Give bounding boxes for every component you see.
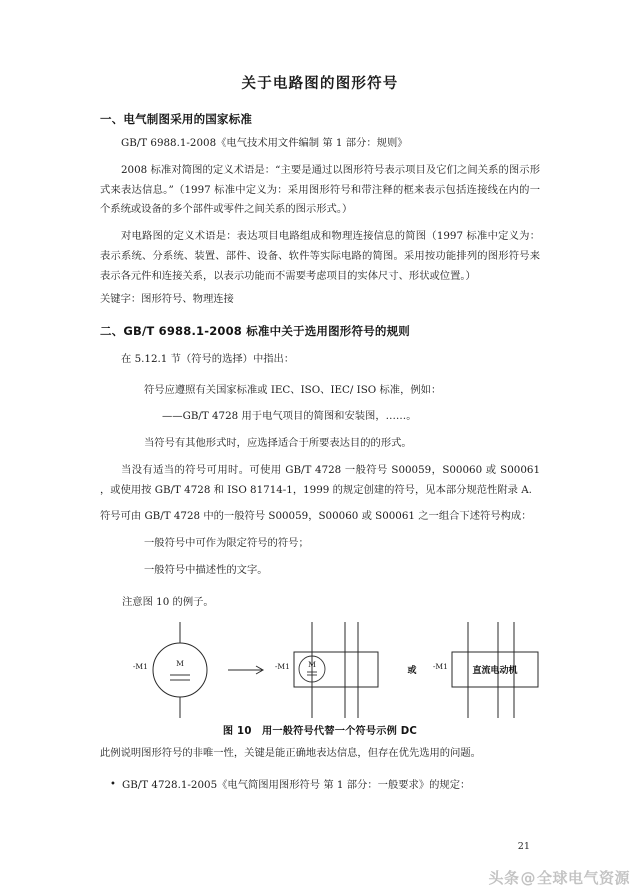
section-1-paragraph-2: 2008 标准对简图的定义术语是：“主要是通过以图形符号表示项目及它们之间关系的图示形式来表达信息。”（1997 标准中定义为：采用图形符号和带注释的框来表示包括连接线在内的一个系统或设备的多个部件或零件之间关系的图示形式。） <box>100 163 540 216</box>
figure-middle-symbol <box>275 622 378 718</box>
closing-bullet-item <box>100 775 540 796</box>
figure-right-designation: -M1 <box>432 661 448 671</box>
section-heading-1: 一、电气制图采用的国家标准 <box>100 112 253 126</box>
rule-item-7: 一般符号中描述性的文字。 <box>144 564 268 577</box>
rule-item-3: 当符号有其他形式时，应选择适合于所要表达目的的形式。 <box>144 437 412 450</box>
figure-10 <box>100 620 540 720</box>
bullet-dot-icon: • <box>110 778 116 790</box>
figure-right-text: 直流电动机 <box>472 665 518 676</box>
figure-arrow-icon <box>228 666 263 674</box>
section-2-intro: 在 5.12.1 节（符号的选择）中指出： <box>121 352 295 365</box>
figure-middle-designation: -M1 <box>274 661 290 671</box>
figure-right-symbol <box>433 622 538 718</box>
rule-item-4: 当没有适当的符号可用时。可使用 GB/T 4728 一般符号 S00059，S00060 或 S00061 ，或使用按 GB/T 4728 和 ISO 81714-1，1999 的规定创建的符号，见本部分规范性附录 A. <box>100 463 540 496</box>
document-content <box>100 0 540 795</box>
closing-bullet-text: GB/T 4728.1-2005《电气简图用图形符号 第 1 部分：一般要求》的规定： <box>122 778 471 791</box>
section-heading-2: 二、GB/T 6988.1-2008 标准中关于选用图形符号的规则 <box>100 323 411 338</box>
figure-left-letter: M <box>176 658 184 668</box>
figure-10-svg <box>100 620 540 720</box>
page-number: 21 <box>517 841 530 852</box>
figure-connector-word: 或 <box>407 665 417 676</box>
figure-10-caption: 图 10 用一般符号代替一个符号示例 DC <box>222 725 418 737</box>
section-1-keywords: 关键字：图形符号、物理连接 <box>100 293 234 306</box>
closing-explanation: 此例说明图形符号的非唯一性，关键是能正确地表达信息，但存在优先选用的问题。 <box>100 746 481 759</box>
rule-item-1: 符号应遵照有关国家标准或 IEC、ISO、IEC/ ISO 标准，例如： <box>144 383 442 396</box>
watermark-prefix: 头条 <box>488 869 520 887</box>
rule-item-2: ——GB/T 4728 用于电气项目的简图和安装图，……。 <box>162 410 417 423</box>
figure-middle-letter: M <box>308 659 316 669</box>
figure-reference-note: 注意图 10 的例子。 <box>122 595 214 608</box>
figure-left-designation: -M1 <box>132 661 148 671</box>
watermark-at-sign: @ <box>520 869 536 887</box>
rule-item-5: 符号可由 GB/T 4728 中的一般符号 S00059，S00060 或 S00061 之一组合下述符号构成： <box>100 510 532 523</box>
section-1-paragraph-3: 对电路图的定义术语是：表达项目电路组成和物理连接信息的简图（1997 标准中定义为：表示系统、分系统、装置、部件、设备、软件等实际电路的简图。采用按功能排列的图形符号来表示各元件和连接关系，以表示功能而不需要考虑项目的实体尺寸、形状或位置。） <box>100 230 540 282</box>
page-gutter-right <box>548 0 640 896</box>
figure-left-symbol <box>133 622 207 718</box>
watermark-name: 全球电气资源 <box>536 869 630 887</box>
document-page <box>92 0 548 896</box>
section-1-paragraph-1: GB/T 6988.1-2008《电气技术用文件编制 第 1 部分：规则》 <box>121 137 408 149</box>
watermark <box>488 867 630 888</box>
page-title: 关于电路图的图形符号 <box>241 75 399 92</box>
rule-item-6: 一般符号中可作为限定符号的符号； <box>144 537 309 550</box>
page-gutter-left <box>0 0 92 896</box>
